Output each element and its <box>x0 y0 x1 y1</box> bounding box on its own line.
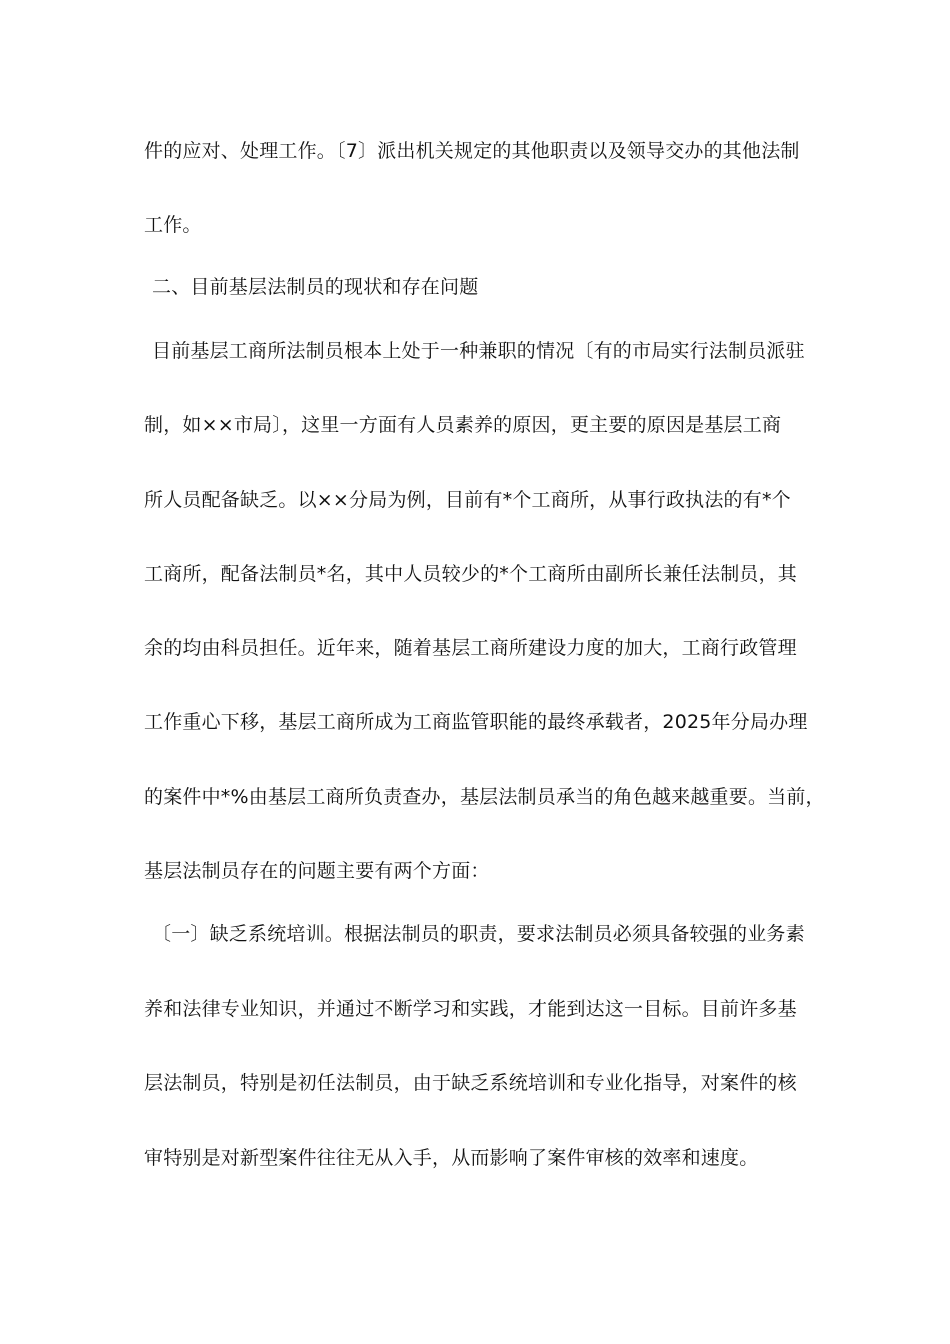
paragraph-line: 余的均由科员担任。近年来，随着基层工商所建设力度的加大，工商行政管理 <box>144 637 797 659</box>
paragraph-line: 工作重心下移，基层工商所成为工商监管职能的最终承载者，2025年分局办理 <box>144 711 808 733</box>
subsection-line: 〔一〕缺乏系统培训。根据法制员的职责，要求法制员必须具备较强的业务素 <box>152 923 805 945</box>
paragraph-line: 层法制员，特别是初任法制员，由于缺乏系统培训和专业化指导，对案件的核 <box>144 1072 797 1094</box>
paragraph-line: 基层法制员存在的问题主要有两个方面： <box>144 860 490 882</box>
paragraph-line: 制，如××市局〕，这里一方面有人员素养的原因，更主要的原因是基层工商 <box>144 414 782 436</box>
paragraph-line: 所人员配备缺乏。以××分局为例，目前有*个工商所，从事行政执法的有*个 <box>144 489 791 511</box>
section-heading: 二、目前基层法制员的现状和存在问题 <box>152 276 479 298</box>
paragraph-line: 养和法律专业知识，并通过不断学习和实践，才能到达这一目标。目前许多基 <box>144 998 797 1020</box>
paragraph-line: 件的应对、处理工作。〔7〕派出机关规定的其他职责以及领导交办的其他法制 <box>144 140 800 162</box>
paragraph-line: 工商所，配备法制员*名，其中人员较少的*个工商所由副所长兼任法制员，其 <box>144 563 798 585</box>
paragraph-line: 审特别是对新型案件往往无从入手，从而影响了案件审核的效率和速度。 <box>144 1147 759 1169</box>
paragraph-line: 工作。 <box>144 214 202 236</box>
paragraph-line: 的案件中*%由基层工商所负责查办，基层法制员承当的角色越来越重要。当前， <box>144 786 825 808</box>
paragraph-line: 目前基层工商所法制员根本上处于一种兼职的情况〔有的市局实行法制员派驻 <box>152 340 805 362</box>
